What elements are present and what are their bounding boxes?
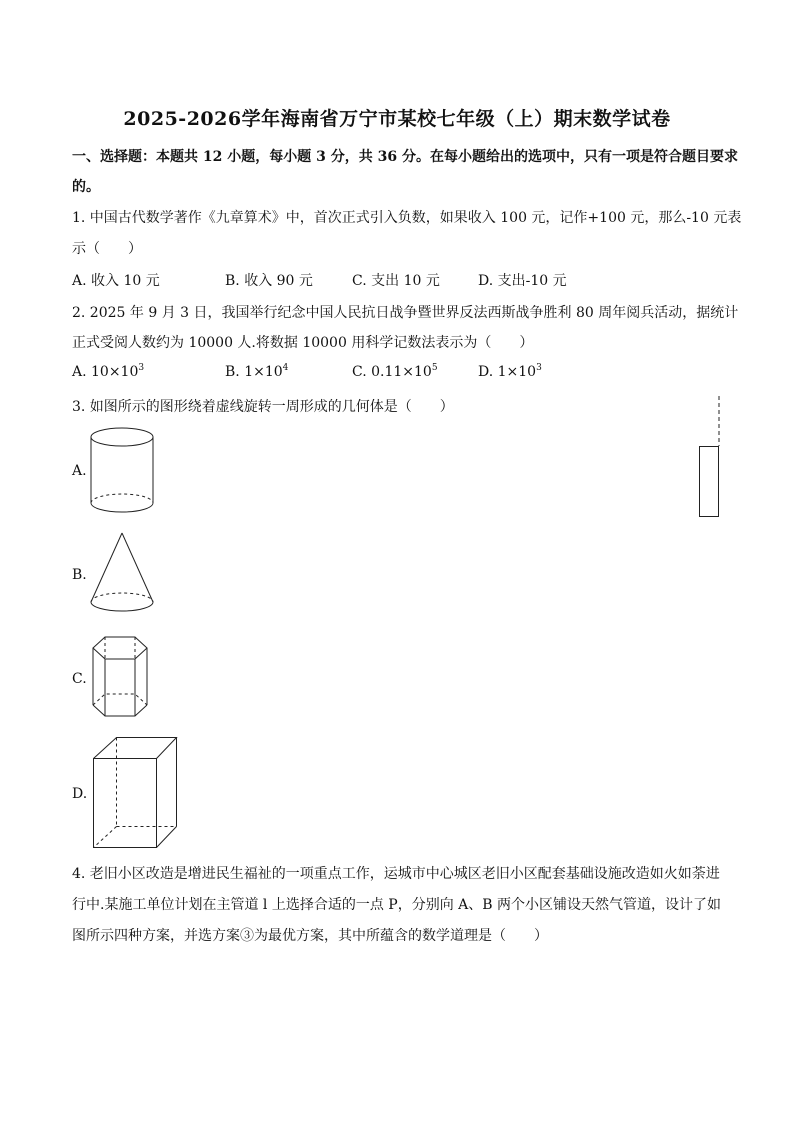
question-3-option-d-label: D.: [72, 786, 88, 802]
rotation-figure: [696, 394, 726, 520]
question-1-text: 1. 中国古代数学著作《九章算术》中，首次正式引入负数，如果收入 100 元，记作+100 元，那么-10 元表: [72, 210, 742, 226]
question-1-text-cont: 示（ ）: [72, 241, 142, 257]
cylinder-icon: [88, 424, 156, 516]
question-3-text: 3. 如图所示的图形绕着虚线旋转一周形成的几何体是（ ）: [72, 399, 454, 415]
rectangular-prism-icon: [90, 735, 180, 851]
question-2-option-d: D. $1\times 10^3$: [478, 363, 542, 380]
hexagonal-prism-icon: [88, 633, 154, 723]
question-4-text: 4. 老旧小区改造是增进民生福祉的一项重点工作，运城市中心城区老旧小区配套基础设施改造如火如荼进: [72, 866, 720, 882]
question-3-option-b-label: B.: [72, 567, 87, 583]
question-1-option-b: B. 收入 90 元: [225, 273, 313, 289]
question-3-option-c-label: C.: [72, 671, 87, 687]
question-2-option-b: B. $1\times 10^4$: [225, 363, 289, 380]
section-heading-cont: 的。: [72, 179, 100, 195]
question-2-text-cont: 正式受阅人数约为 10000 人.将数据 10000 用科学记数法表示为（ ）: [72, 335, 534, 351]
question-4-text-cont2: 图所示四种方案，并选方案③为最优方案，其中所蕴含的数学道理是（ ）: [72, 928, 548, 944]
question-2-option-a: A. $10\times 10^3$: [72, 363, 145, 380]
question-3-option-a-label: A.: [72, 463, 87, 479]
question-1-option-c: C. 支出 10 元: [352, 273, 440, 289]
question-4-text-cont: 行中.某施工单位计划在主管道 l 上选择合适的一点 P，分别向 A、B 两个小区铺设天然气管道，设计了如: [72, 897, 721, 913]
cone-icon: [88, 530, 156, 616]
section-heading: 一、选择题：本题共 12 小题，每小题 3 分，共 36 分。在每小题给出的选项中，只有一项是符合题目要求: [72, 149, 738, 165]
question-1-option-a: A. 收入 10 元: [72, 273, 160, 289]
question-2-text: 2. 2025 年 9 月 3 日，我国举行纪念中国人民抗日战争暨世界反法西斯战争胜利 80 周年阅兵活动，据统计: [72, 305, 739, 321]
question-2-option-c: C. $0.11\times 10^5$: [352, 363, 438, 380]
question-1-option-d: D. 支出-10 元: [478, 273, 567, 289]
page-title: 2025-2026学年海南省万宁市某校七年级（上）期末数学试卷: [123, 108, 671, 130]
